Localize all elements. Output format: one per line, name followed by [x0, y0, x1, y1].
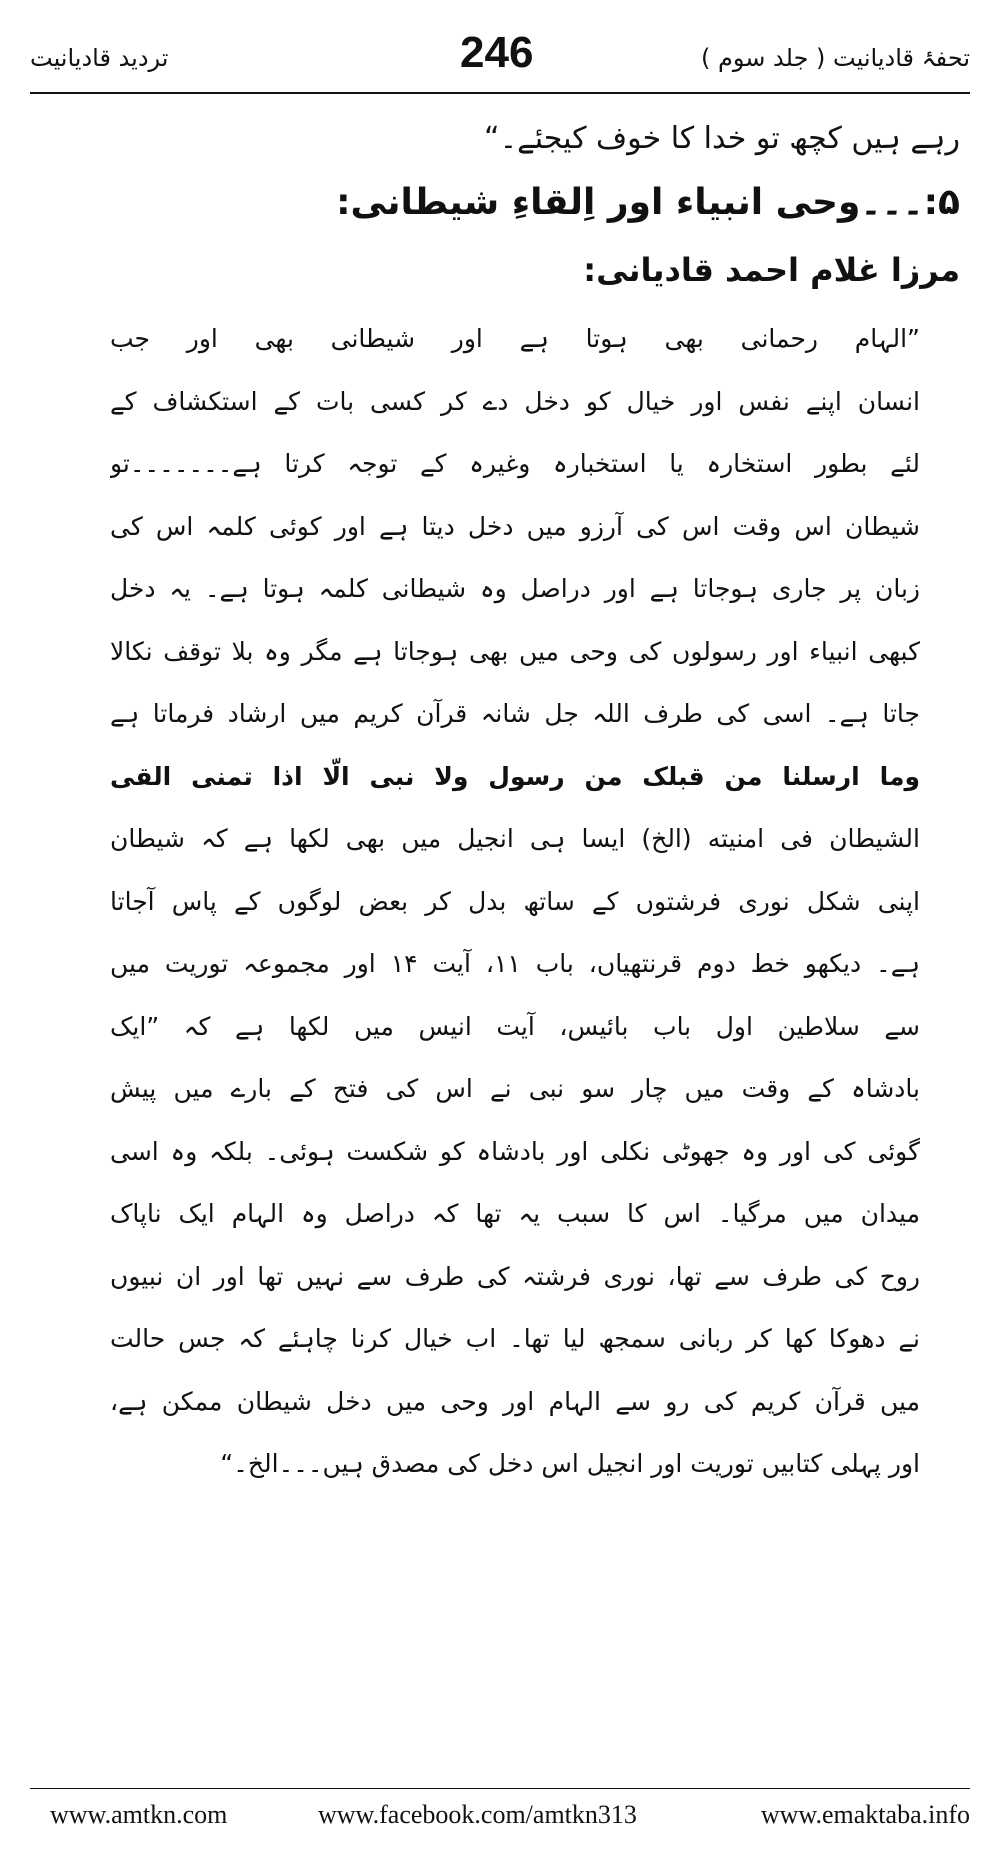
- page-body: [90, 110, 960, 1496]
- quote-line: روح کی طرف سے تھا، نوری فرشتہ کی طرف سے نہیں تھا اور ان نبیوں: [110, 1261, 920, 1291]
- quote-line: اپنی شکل نوری فرشتوں کے ساتھ بدل کر بعض لوگوں کے پاس آجاتا: [110, 886, 920, 916]
- quote-line: بادشاہ کے وقت میں چار سو نبی نے اس کی فتح کے بارے میں پیش: [110, 1074, 920, 1103]
- quote-line: جاتا ہے۔ اسی کی طرف اللہ جل شانہ قرآن کریم میں ارشاد فرماتا ہے: [110, 699, 920, 728]
- quote-line: میں قرآن کریم کی رو سے الہام اور وحی میں دخل شیطان ممکن ہے،: [110, 1386, 920, 1416]
- intro-line: رہے ہیں کچھ تو خدا کا خوف کیجئے۔“: [484, 121, 960, 156]
- quote-line: انسان اپنے نفس اور خیال کو دخل دے کر کسی بات کے استکشاف کے: [110, 386, 920, 416]
- quran-verse-line: وما ارسلنا من قبلک من رسول ولا نبی الّا اذا تمنی القی: [110, 761, 920, 791]
- quote-line: شیطان اس وقت اس کی آرزو میں دخل دیتا ہے اور کوئی کلمہ اس کی: [110, 511, 920, 541]
- quote-line: زبان پر جاری ہوجاتا ہے اور دراصل وہ شیطانی کلمہ ہوتا ہے۔ یہ دخل: [110, 574, 920, 603]
- quote-line: سے سلاطین اول باب بائیس، آیت انیس میں لکھا ہے کہ ”ایک: [110, 1011, 920, 1041]
- quotation-block: [110, 308, 920, 1496]
- quote-line: نے دھوکا کھا کر ربانی سمجھ لیا تھا۔ اب خیال کرنا چاہئے کہ جس حالت: [110, 1324, 920, 1353]
- header-divider: [30, 92, 970, 94]
- section-heading: ۵:۔۔۔وحی انبیاء اور اِلقاءِ شیطانی:: [336, 182, 960, 223]
- section-title: تردید قادیانیت: [30, 44, 169, 72]
- quote-line: اور پہلی کتابیں توریت اور انجیل اس دخل کی مصدق ہیں۔۔۔الخ۔“: [220, 1449, 920, 1478]
- quote-line: کبھی انبیاء اور رسولوں کی وحی میں بھی ہوجاتا ہے مگر وہ بلا توقف نکالا: [110, 636, 920, 666]
- footer-link-facebook[interactable]: www.facebook.com/amtkn313: [318, 1800, 637, 1829]
- quote-line: ہے۔ دیکھو خط دوم قرنتھیاں، باب ۱۱، آیت ۱۴ اور مجموعہ توریت میں: [110, 949, 920, 978]
- quote-line: گوئی کی اور وہ جھوٹی نکلی اور بادشاہ کو شکست ہوئی۔ بلکہ وہ اسی: [110, 1136, 920, 1166]
- author-subheading: مرزا غلام احمد قادیانی:: [583, 251, 960, 289]
- quote-line: لئے بطور استخارہ یا استخبارہ وغیرہ کے توجہ کرتا ہے۔۔۔۔۔۔۔تو: [110, 449, 920, 478]
- page-number: 246: [460, 28, 534, 77]
- footer-link-emaktaba[interactable]: www.emaktaba.info: [760, 1800, 970, 1829]
- page-header: [30, 28, 970, 88]
- quote-line: میدان میں مرگیا۔ اس کا سبب یہ تھا کہ دراصل وہ الہام ایک ناپاک: [110, 1199, 920, 1228]
- footer-link-amtkn[interactable]: www.amtkn.com: [50, 1800, 228, 1829]
- footer-divider: [30, 1788, 970, 1789]
- quote-line: الشیطان فی امنیته (الخ) ایسا ہی انجیل میں بھی لکھا ہے کہ شیطان: [110, 824, 920, 853]
- quote-line: ”الہام رحمانی بھی ہوتا ہے اور شیطانی بھی اور جب: [110, 324, 920, 353]
- book-title: تحفۂ قادیانیت ( جلد سوم ): [701, 44, 970, 72]
- page-footer: [30, 1800, 970, 1840]
